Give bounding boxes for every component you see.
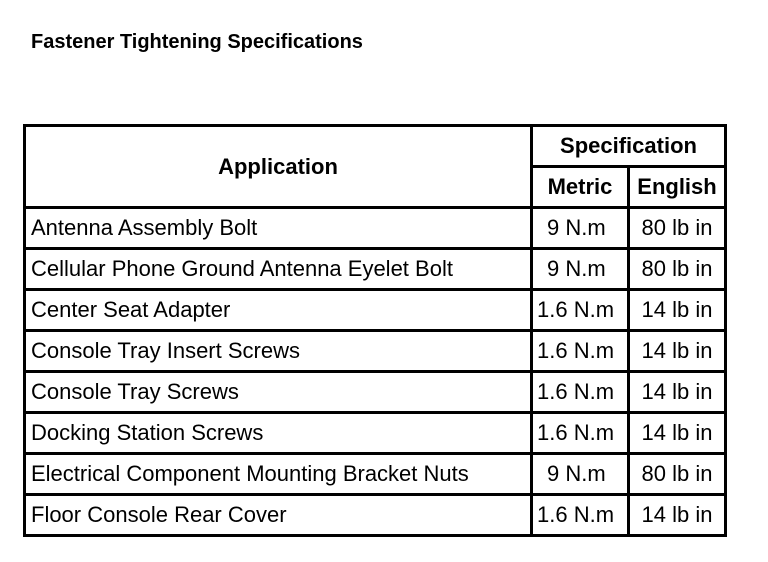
cell-metric: 1.6 N.m	[532, 413, 629, 454]
cell-application: Antenna Assembly Bolt	[25, 208, 532, 249]
table-row	[25, 413, 726, 454]
table-row	[25, 290, 726, 331]
table-header-row	[25, 126, 726, 167]
cell-application: Console Tray Insert Screws	[25, 331, 532, 372]
cell-metric: 9 N.m	[532, 249, 629, 290]
cell-application: Console Tray Screws	[25, 372, 532, 413]
cell-application: Electrical Component Mounting Bracket Nuts	[25, 454, 532, 495]
header-metric: Metric	[532, 167, 629, 208]
cell-english: 14 lb in	[629, 495, 726, 536]
cell-english: 80 lb in	[629, 208, 726, 249]
document-title: Fastener Tightening Specifications	[31, 31, 363, 53]
table-row	[25, 454, 726, 495]
cell-english: 80 lb in	[629, 249, 726, 290]
cell-application: Center Seat Adapter	[25, 290, 532, 331]
cell-metric: 1.6 N.m	[532, 372, 629, 413]
cell-english: 80 lb in	[629, 454, 726, 495]
table-row	[25, 372, 726, 413]
header-english: English	[629, 167, 726, 208]
cell-metric: 1.6 N.m	[532, 495, 629, 536]
table-row	[25, 331, 726, 372]
table-row	[25, 249, 726, 290]
cell-metric: 1.6 N.m	[532, 331, 629, 372]
fastener-spec-table	[23, 124, 727, 537]
cell-application: Cellular Phone Ground Antenna Eyelet Bolt	[25, 249, 532, 290]
table-row	[25, 495, 726, 536]
cell-english: 14 lb in	[629, 413, 726, 454]
cell-english: 14 lb in	[629, 290, 726, 331]
cell-application: Docking Station Screws	[25, 413, 532, 454]
cell-metric: 9 N.m	[532, 454, 629, 495]
cell-application: Floor Console Rear Cover	[25, 495, 532, 536]
table-row	[25, 208, 726, 249]
cell-english: 14 lb in	[629, 372, 726, 413]
cell-metric: 9 N.m	[532, 208, 629, 249]
cell-metric: 1.6 N.m	[532, 290, 629, 331]
header-application: Application	[25, 126, 532, 208]
header-specification: Specification	[532, 126, 726, 167]
cell-english: 14 lb in	[629, 331, 726, 372]
